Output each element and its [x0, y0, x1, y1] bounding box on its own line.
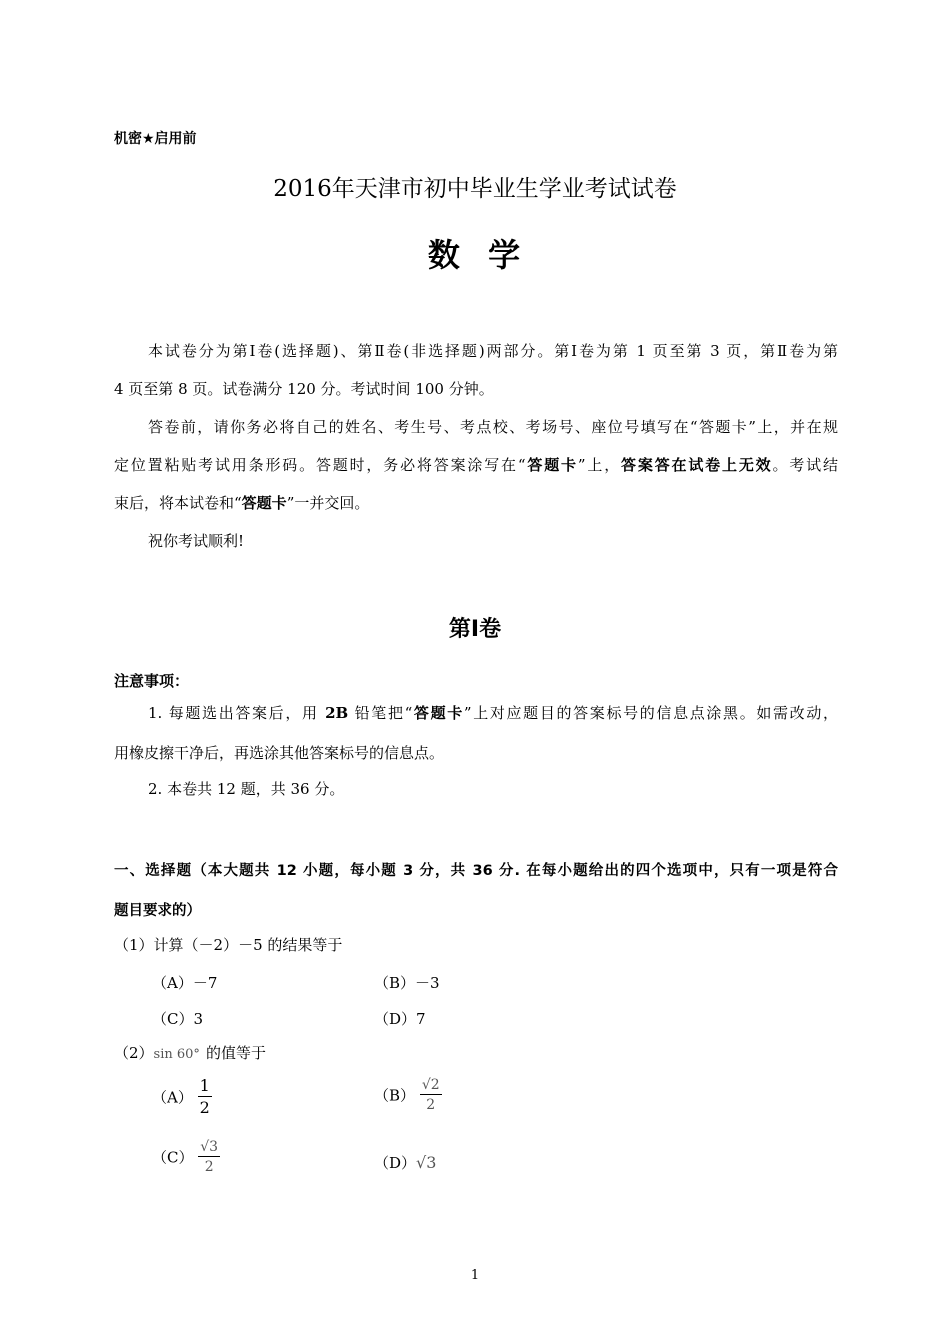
q1-option-c [152, 1008, 203, 1029]
option-label: （C） [152, 1010, 194, 1028]
option-value: －3 [415, 974, 440, 992]
option-label: （B） [374, 1086, 416, 1105]
exam-title: 2016年天津市初中毕业生学业考试试卷 [273, 176, 677, 202]
good-luck-text: 祝你考试顺利! [148, 532, 245, 550]
answer-card-term: 答题卡 [241, 494, 287, 512]
intro-paragraph-2-line-1 [148, 416, 838, 438]
intro-p2-line3-part-c: ”一并交回。 [286, 494, 370, 512]
note1-part-e: ”上对应题目的答案标号的信息点涂黑。如需改动， [463, 704, 838, 722]
question-2-stem [114, 1042, 838, 1066]
answer-card-term: 答题卡 [525, 456, 578, 474]
intro-p2-line2-part-e: 。考试结 [772, 456, 838, 474]
answer-card-term: 答题卡 [412, 704, 464, 722]
q1-option-b [374, 972, 440, 993]
q2-option-a [152, 1078, 212, 1116]
subject-title: 数 学 [427, 236, 523, 274]
question-1-stem [114, 934, 838, 956]
question-number: （2） [114, 1044, 154, 1062]
option-label: （D） [374, 1154, 417, 1172]
section-heading: 第Ⅰ卷 [448, 617, 502, 642]
page-number: 1 [470, 1268, 480, 1283]
option-label: （A） [152, 974, 193, 992]
part-heading-line-1: 一、选择题（本大题共 12 小题，每小题 3 分，共 36 分. 在每小题给出的四个选项中，只有一项是符合 [114, 863, 838, 879]
intro-p2-line2-part-c: ”上， [577, 456, 622, 474]
fraction-numerator: √2 [421, 1077, 440, 1093]
fraction-denominator: 2 [204, 1159, 214, 1175]
fraction-denominator: 2 [426, 1097, 436, 1113]
intro-paragraph-2-line-2 [114, 454, 838, 476]
question-text: 计算（－2）－5 的结果等于 [153, 936, 343, 954]
notes-title: 注意事项： [114, 672, 190, 690]
note-1-line-2: 用橡皮擦干净后，再选涂其他答案标号的信息点。 [114, 744, 445, 762]
part-heading-line-2: 题目要求的） [114, 903, 201, 919]
note-1-line-1 [148, 702, 838, 724]
intro-p2-line2-part-a: 定位置粘贴考试用条形码。答题时，务必将答案涂写在“ [114, 456, 526, 474]
question-text: 的值等于 [205, 1044, 266, 1062]
q2-option-d [374, 1152, 436, 1173]
option-value: －7 [192, 974, 218, 992]
option-value: 7 [416, 1010, 426, 1028]
option-label: （B） [374, 974, 416, 992]
note1-part-c: 铅笔把“ [348, 704, 413, 722]
fraction-denominator: 2 [199, 1098, 210, 1117]
secret-label: 机密★启用前 [114, 131, 197, 147]
sin-60-expression: sin 60° [153, 1047, 200, 1062]
note-2: 2. 本卷共 12 题，共 36 分。 [148, 780, 345, 798]
question-number: （1） [114, 936, 154, 954]
option-label: （A） [152, 1088, 193, 1107]
note1-part-a: 1. 每题选出答案后，用 [148, 704, 326, 722]
intro-p2-line3-part-a: 束后，将本试卷和“ [114, 494, 242, 512]
intro-paragraph-1-line-2: 4 页至第 8 页。试卷满分 120 分。考试时间 100 分钟。 [114, 380, 494, 398]
pencil-grade: 2B [325, 704, 349, 722]
option-value: √3 [416, 1153, 437, 1172]
option-label: （D） [374, 1010, 417, 1028]
fraction [198, 1078, 212, 1116]
q1-option-a [152, 972, 217, 993]
fraction-numerator: 1 [199, 1076, 210, 1095]
fraction-numerator: √3 [200, 1139, 219, 1155]
fraction [198, 1140, 220, 1174]
intro-paragraph-1-line-1: 本试卷分为第Ⅰ卷(选择题)、第Ⅱ卷(非选择题)两部分。第Ⅰ卷为第 1 页至第 3 页，第Ⅱ卷为第 [148, 342, 838, 360]
invalid-answer-warning: 答案答在试卷上无效 [621, 456, 773, 474]
q2-option-c [152, 1140, 220, 1174]
intro-paragraph-2-line-3 [114, 492, 838, 514]
intro-p2-line1-text: 答卷前，请你务必将自己的姓名、考生号、考点校、考场号、座位号填写在“答题卡”上，并在规 [148, 418, 838, 436]
fraction [420, 1078, 442, 1112]
q2-option-b [374, 1078, 442, 1112]
option-label: （C） [152, 1148, 194, 1167]
q1-option-d [374, 1008, 426, 1029]
option-value: 3 [193, 1010, 204, 1028]
